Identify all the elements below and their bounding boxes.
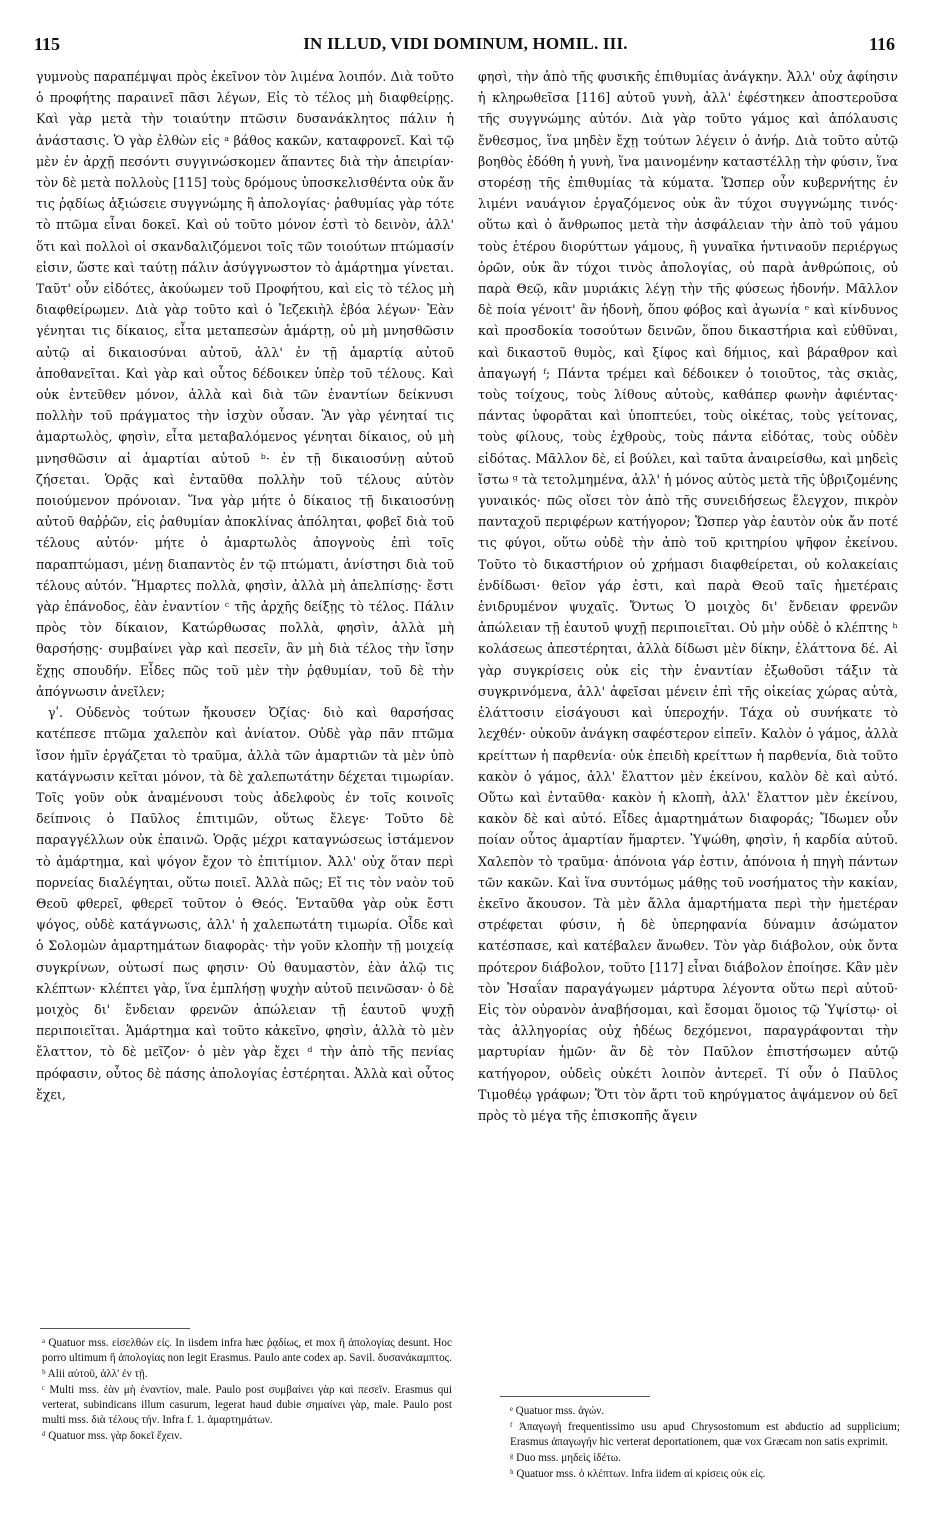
footnote-g: ᵍ Duo mss. μηδεὶς ἰδέτω. — [510, 1452, 621, 1464]
footnotes-left — [42, 1336, 452, 1445]
page-number-left: 115 — [34, 34, 61, 54]
right-paragraph-1: φησὶ, τὴν ἀπὸ τῆς φυσικῆς ἐπιθυμίας ἀνάγκην. Ἀλλ' οὐχ ἀφίησιν ἡ κληρωθεῖσα [116] αὐτοῦ γυνὴ, ἀλλ' ἐφέστηκεν ἀποστεροῦσα τῆς συγγνώμης αὐτόν. Διὰ γὰρ τοῦτο γάμος καὶ ἀπόλαυσις ἔνθεσμος, ἵνα μηδὲν ἔχῃ τούτων λέγειν ὁ ἀνήρ. Διὰ τοῦτο αὐτῷ βοηθὸς ἐδόθη ἡ γυνὴ, ἵνα μαινομένην καταστέλλῃ τὴν φύσιν, ἵνα στορέσῃ τῆς ἐπιθυμίας τὰ κύματα. Ὥσπερ οὖν κυβερνήτης ἐν λιμένι ναυάγιον ἐργαζόμενος οὐκ ἂν τύχοι συγγνώμης τινός· οὕτω καὶ ὁ ἄνθρωπος μετὰ τὴν ἀσφάλειαν τὴν ἀπὸ τοῦ γάμου τοὺς ἑτέρου διορύττων γάμους, ἢ γυναῖκα ἡντιναοῦν περιέργως ὁρῶν, οὐκ ἂν τύχοι τινὸς ἀπολογίας, οὐ παρὰ ἀνθρώποις, οὐ παρὰ Θεῷ, κἂν μυριάκις λέγῃ τὴν τῆς φύσεως ἠδονήν. Μᾶλλον δὲ ποία γένοιτ' ἂν ἡδονὴ, ὅπου φόβος καὶ ἀγωνία ᵉ καὶ κίνδυνος καὶ προσδοκία τοσούτων δεινῶν, ὅπου δικαστήρια καὶ εὐθῦναι, καὶ δικαστοῦ θυμὸς, καὶ ξίφος καὶ δήμιος, καὶ βάραθρον καὶ ἀπαγωγή ᶠ; Πάντα τρέμει καὶ δέδοικεν ὁ τοιοῦτος, τὰς σκιὰς, τοὺς τοίχους, τοὺς λίθους αὐτοὺς, καθάπερ φωνὴν ἀφιέντας· πάντας ὑφορᾶται καὶ ὑποπτεύει, τοὺς οἰκέτας, τοὺς γείτονας, τοὺς φίλους, τοὺς ἐχθροὺς, τοὺς πάντα εἰδότας, τοὺς οὐδὲν εἰδότας. Μᾶλλον δὲ, εἰ βούλει, καὶ ταῦτα ἀναιρείσθω, καὶ μηδεὶς ἴστω ᵍ τὰ τετολμημένα, ἀλλ' ἡ μόνος αὐτὸς μετὰ τῆς ὑβριζομένης γυναικός· πῶς οἴσει τὸν ἀπὸ τῆς συνειδήσεως ἔλεγχον, πικρὸν πανταχοῦ περιφέρων κατήγορον; Ὥσπερ γὰρ ἑαυτὸν οὐκ ἄν ποτέ τις φύγοι, οὕτω οὐδὲ τὴν ἀπὸ τοῦ κριτηρίου ψῆφον ἐκείνου. Τοῦτο τὸ δικαστήριον οὐ χρήμασι διαφθείρεται, οὐ κολακείαις ἐνδίδωσι· θεῖον γάρ ἐστι, καὶ παρὰ Θεοῦ ταῖς ἡμετέραις ἐνιδρυμένον ψυχαῖς. Ὄντως Ὁ μοιχὸς δι' ἔνδειαν φρενῶν ἀπώλειαν τῇ ἑαυτοῦ ψυχῇ περιποιεῖται. Οὐ μὴν οὐδὲ ὁ κλέπτης ʰ κολάσεως ἀπεστέρηται, ἀλλὰ δίδωσι μὲν δίκην, ἐλάττονα δέ. Αἱ γὰρ συγκρίσεις οὐκ εἰς τὴν ἐναντίαν ἐξωθοῦσι τάξιν τὰ συγκρινόμενα, ἀλλ' ἀφεῖσαι μένειν ἐπὶ τῆς οἰκείας χώρας αὐτὰ, ἐλάττοσιν εἰσάγουσι καὶ ὑπεροχήν. Τάχα οὐ συνήκατε τὸ λεχθέν· οὐκοῦν ἀνάγκη σαφέστερον εἰπεῖν. Καλὸν ὁ γάμος, ἀλλὰ κρείττων ἡ παρθενία· οὐκ ἐπειδὴ κρείττων ἡ παρθενία, διὰ τοῦτο κακὸν ὁ γάμος, ἀλλ' ἔλαττον μὲν ἐκείνου, καλὸν δὲ καὶ αὐτό. Οὕτω καὶ ἐνταῦθα· κακὸν ἡ κλοπὴ, ἀλλ' ἔλαττον μὲν ἐκείνου, κακὸν δὲ καὶ αὐτό. Εἶδες ἁμαρτημάτων διαφοράς; Ἴδωμεν οὖν ποίαν οὗτος ἁμαρτίαν ἥμαρτεν. Ὑψώθη, φησὶν, ἡ καρδία αὐτοῦ. Χαλεπὸν τὸ τραῦμα· ἀπόνοια γάρ ἐστιν, ἀπόνοια ἡ πηγὴ πάντων τῶν κακῶν. Καὶ ἵνα συντόμως μάθῃς τοῦ νοσήματος τὴν κακίαν, ἐκεῖνο ἄκουσον. Τὰ μὲν ἄλλα ἁμαρτήματα περὶ τὴν ἡμετέραν στρέφεται φύσιν, ἡ δὲ ὑπερηφανία δύναμιν ἀσώματον κατέσπασε, καὶ κατέβαλεν ἄνωθεν. Τὸν γὰρ διάβολον, οὐκ ὄντα πρότερον διάβολον, τοῦτο [117] εἶναι διάβολον ἐποίησε. Κἂν μὲν τὸν Ἡσαΐαν παραγάγωμεν μάρτυρα λέγοντα οὕτω περὶ αὐτοῦ· Εἰς τὸν οὐρανὸν ἀναβήσομαι, καὶ ἔσομαι ὅμοιος τῷ Ὑψίστῳ· οἱ τὰς ἀλληγορίας οὐχ ἡδέως δεχόμενοι, παραγράφονται τὴν μαρτυρίαν ἡμῶν· ἂν δὲ τὸν Παῦλον ἐπιστήσωμεν αὐτῷ κατήγορον, οὐδεὶς οὐκέτι λοιπὸν ἀντερεῖ. Τί οὖν ὁ Παῦλος Τιμοθέῳ γράφων; Ὅτι τὸν ἄρτι τοῦ κηρύγματος ἁψάμενον οὐ δεῖ πρὸς τὸ μέγα τῆς ἐπισκοπῆς ἄγειν — [478, 69, 898, 1123]
footnote-b: ᵇ Alii αὐτοῦ, ἀλλ' ἐν τῇ. — [42, 1368, 148, 1380]
footnote-a: ᵃ Quatuor mss. εἰσελθὼν εἰς. In iisdem infra hæc ῥᾳδίως, et mox ἢ ἀπολογίας desunt. Hoc porro ultimum ἢ ἀπολογίας non legit Erasmus. Paulo ante codex ap. Savil. δυσανάκαμπτος. — [42, 1337, 452, 1364]
footnote-e: ᵉ Quatuor mss. ἀγών. — [510, 1405, 605, 1417]
left-paragraph-2: γʹ. Οὐδενὸς τούτων ἤκουσεν Ὀζίας· διὸ καὶ θαρσήσας κατέπεσε πτῶμα χαλεπὸν καὶ ἀνίατον. Οὐδὲ γὰρ πᾶν πτῶμα ἴσον ἡμῖν ἐργάζεται τὸ τραῦμα, ἀλλὰ τῶν ἁμαρτιῶν τὰ μὲν ὑπὸ κατάγνωσιν κεῖται μόνον, τὰ δὲ χαλεπωτάτην δέχεται τιμωρίαν. Τοῖς γοῦν οὐκ ἀναμένουσι τοὺς ἀδελφοὺς ἐν τοῖς κοινοῖς δείπνοις ὁ Παῦλος ἐπιτιμῶν, οὕτως ἔλεγε· Τοῦτο δὲ παραγγέλλων οὐκ ἐπαινῶ. Ὁρᾷς μέχρι καταγνώσεως ἱστάμενον τὸ ἁμάρτημα, καὶ ψόγον ἔχον τὸ ἐπιτίμιον. Ἀλλ' οὐχ ὅταν περὶ πορνείας διαλέγηται, οὕτω ποιεῖ. Ἀλλὰ πῶς; Εἴ τις τὸν ναὸν τοῦ Θεοῦ φθερεῖ, φθερεῖ τοῦτον ὁ Θεός. Ἐνταῦθα γὰρ οὐκ ἔστι ψόγος, οὐδὲ κατάγνωσις, ἀλλ' ἡ χαλεπωτάτη τιμωρία. Οἶδε καὶ ὁ Σολομὼν ἁμαρτημάτων διαφορὰς· τὴν γοῦν κλοπὴν τῇ μοιχείᾳ συγκρίνων, οὑτωσί πως φησιν· Οὐ θαυμαστὸν, ἐὰν ἁλῷ τις κλέπτων· κλέπτει γὰρ, ἵνα ἐμπλήσῃ ψυχὴν αὐτοῦ πεινῶσαν· ὁ δὲ μοιχὸς δι' ἔνδειαν φρενῶν ἀπώλειαν τῇ ἑαυτοῦ ψυχῇ περιποιεῖται. Ἁμάρτημα καὶ τοῦτο κἀκεῖνο, φησὶν, ἀλλὰ τὸ μὲν ἔλαττον, τὸ δὲ μεῖζον· ὁ μὲν γὰρ ἔχει ᵈ τὴν ἀπὸ τῆς πενίας πρόφασιν, οὗτος δὲ πάσης ἀπολογίας ἐστέρηται. Ἀλλὰ καὶ οὗτος ἔχει, — [36, 705, 454, 1102]
page-number-right: 116 — [868, 34, 895, 54]
footnotes-right — [510, 1404, 900, 1483]
left-column — [36, 66, 454, 1105]
footnote-divider-right — [500, 1396, 650, 1397]
footnote-f: ᶠ Ἀπαγωγή frequentissimo usu apud Chrysostomum est abductio ad supplicium; Erasmus ἀπαγωγήν hic verterat deportationem, quæ vox Græcam non satis exprimit. — [510, 1421, 900, 1448]
right-column — [478, 66, 898, 1126]
footnote-h: ʰ Quatuor mss. ὁ κλέπτων. Infra iidem αἱ κρίσεις οὐκ εἰς. — [510, 1468, 766, 1480]
footnote-divider-left — [40, 1328, 190, 1329]
footnote-c: ᶜ Multi mss. ἐὰν μὴ ἐναντίον, male. Paulo post συμβαίνει γὰρ καὶ πεσεῖν. Erasmus qui verterat, subindicans illum casurum, legerat haud dubie σημαίνει γὰρ, male. Paulo post multi mss. διὰ τέλους τήν. Infra f. 1. ἁμαρτημάτων. — [42, 1384, 452, 1426]
left-paragraph-1: γυμνοὺς παραπέμψαι πρὸς ἐκεῖνον τὸν λιμένα λοιπόν. Διὰ τοῦτο ὁ προφήτης παραινεῖ πᾶσι λέγων, Εἰς τὸ τέλος μὴ διαφθείρῃς. Καὶ γὰρ μετὰ τὴν τοιαύτην πτῶσιν δυσανάκλητος πάλιν ἡ ἀνάστασις. Ὁ γὰρ ἐλθὼν εἰς ᵃ βάθος κακῶν, καταφρονεῖ. Καὶ τῷ μὲν ἐν ἀρχῇ πεσόντι συγγινώσκομεν ἅπαντες διὰ τὴν ἀπειρίαν· τὸν δὲ μετὰ πολλοὺς [115] τοὺς δρόμους ὑποσκελισθέντα οὐκ ἄν τις ῥᾳδίως ἀξιώσειε συγγνώμης ἢ ἀπολογίας· ῥαθυμίας γὰρ τότε τὸ πτῶμα εἶναι δοκεῖ. Καὶ οὐ τοῦτο μόνον ἐστὶ τὸ δεινὸν, ἀλλ' ὅτι καὶ πολλοὶ οἱ σκανδαλιζόμενοι τοῖς τῶν τοιούτων πτώμασίν εἰσιν, ὥστε καὶ ταύτῃ πάλιν ἀσύγγνωστον τὸ ἁμάρτημα γίνεται. Ταῦτ' οὖν εἰδότες, ἀκούωμεν τοῦ Προφήτου, καὶ εἰς τὸ τέλος μὴ διαφθείρωμεν. Διὰ γὰρ τοῦτο καὶ ὁ Ἰεζεκιὴλ ἐβόα λέγων· Ἐὰν γένηται τις δίκαιος, εἶτα μεταπεσὼν ἁμάρτῃ, οὐ μὴ μνησθῶσιν αὐτῷ αἱ δικαιοσύναι αὐτοῦ, ἀλλ' ἐν τῇ ἁμαρτίᾳ αὐτοῦ ἀποθανεῖται. Καὶ γὰρ καὶ οὗτος δέδοικεν ὑπὲρ τοῦ τέλους. Καὶ οὐκ ἐντεῦθεν μόνον, ἀλλὰ καὶ διὰ τῶν ἐναντίων δείκνυσι πολλὴν τοῦ πράγματος τὴν ἰσχὺν οὖσαν. Ἂν γὰρ γένηταί τις ἁμαρτωλὸς, φησὶν, εἶτα μεταβαλόμενος γένηται δίκαιος, οὐ μὴ μνησθῶσιν αἱ ἁμαρτίαι αὐτοῦ ᵇ· ἐν τῇ δικαιοσύνῃ αὐτοῦ ζήσεται. Ὁρᾷς καὶ ἐνταῦθα πολλὴν τοῦ τέλους αὐτὸν ποιούμενον πρόνοιαν. Ἵνα γὰρ μήτε ὁ δίκαιος τῇ δικαιοσύνῃ αὐτοῦ θαῤῥῶν, εἰς ῥαθυμίαν ἀποκλίνας ἀπόληται, φοβεῖ διὰ τοῦ τέλους αὐτόν· μήτε ὁ ἁμαρτωλὸς ἀπογνοὺς ἐπὶ τοῖς παραπτώμασι, μένῃ διαπαντὸς ἐν τῷ πτώματι, ἀνίστησι διὰ τοῦ τέλους αὐτόν. Ἥμαρτες πολλὰ, φησὶν, ἀλλὰ μὴ ἀπελπίσῃς· ἔστι γὰρ ἐπάνοδος, ἐὰν ἐναντίον ᶜ τῆς ἀρχῆς δείξῃς τὸ τέλος. Πάλιν πρὸς τὸν δίκαιον, Κατώρθωσας πολλὰ, φησὶν, ἀλλὰ μὴ θαρσήσῃς· συμβαίνει γὰρ καὶ πεσεῖν, ἂν μὴ διὰ τέλος τὴν ἴσην ἔχῃς σπουδήν. Εἶδες πῶς τοῦ μὲν τὴν ῥᾳθυμίαν, τοῦ δὲ τὴν ἀπόγνωσιν ἀνεῖλεν; — [36, 69, 454, 699]
running-title: IN ILLUD, VIDI DOMINUM, HOMIL. III. — [303, 34, 628, 53]
footnote-d: ᵈ Quatuor mss. γὰρ δοκεῖ ἔχειν. — [42, 1430, 183, 1442]
page-header — [30, 34, 901, 60]
